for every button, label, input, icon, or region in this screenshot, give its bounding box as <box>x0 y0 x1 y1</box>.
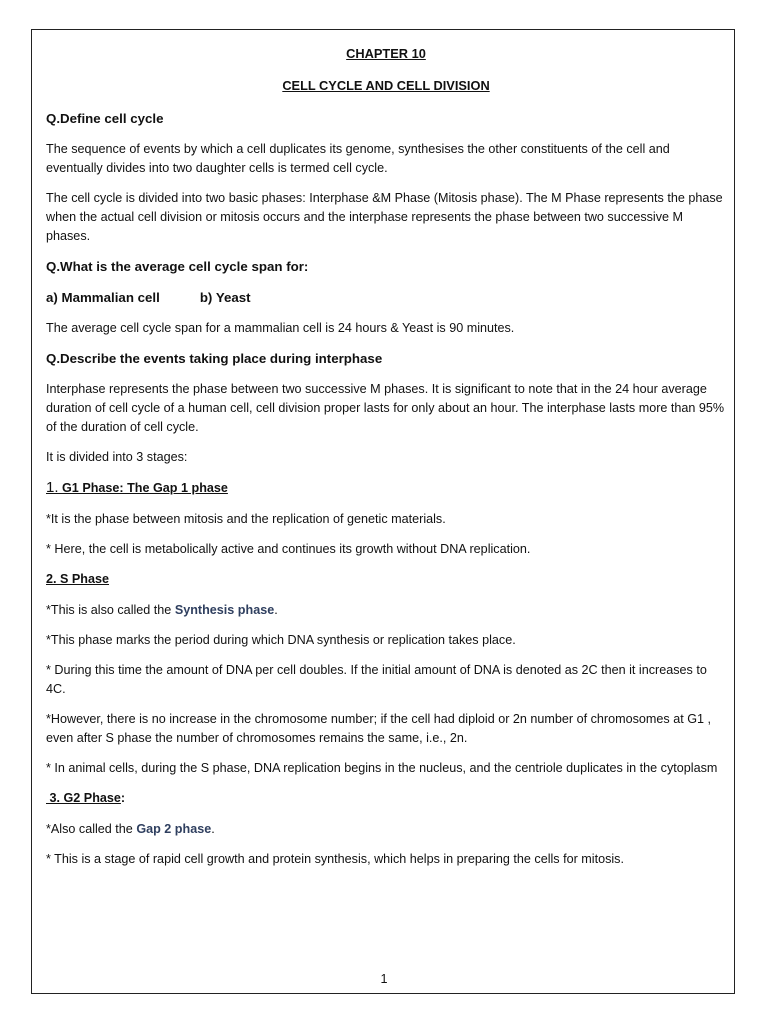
s-point: *This phase marks the period during which DNA synthesis or replication takes place. <box>46 633 516 647</box>
chapter-number: CHAPTER 10 <box>346 46 426 61</box>
g2-point: * This is a stage of rapid cell growth and protein synthesis, which helps in preparing the cells for mitosis. <box>46 852 624 866</box>
g2-point <box>46 820 726 839</box>
option-b: b) Yeast <box>199 290 251 305</box>
option-a: a) Mammalian cell <box>46 290 160 305</box>
gap-2-phase-term: Gap 2 phase <box>136 822 212 836</box>
stages-intro: It is divided into 3 stages: <box>46 450 188 464</box>
question-define-cell-cycle: Q.Define cell cycle <box>46 111 164 126</box>
s-point-prefix: *This is also called the <box>46 603 175 617</box>
answer-paragraph: The cell cycle is divided into two basic phases: Interphase &M Phase (Mitosis phase). The M Phase represents the phase when the actual cell division or mitosis occurs and the interphase represents the phase between two successive M phases. <box>46 191 723 243</box>
g1-phase-heading <box>46 478 726 498</box>
g2-point-prefix: *Also called the <box>46 822 137 836</box>
page-number: 1 <box>380 972 388 986</box>
g2-phase-heading <box>46 789 726 808</box>
s-point: * In animal cells, during the S phase, DNA replication begins in the nucleus, and the centriole duplicates in the cytoplasm <box>46 761 718 775</box>
question-options <box>46 288 726 307</box>
s-phase-heading: 2. S Phase <box>46 572 110 586</box>
g2-heading-colon: : <box>120 791 126 805</box>
question-interphase: Q.Describe the events taking place during interphase <box>46 351 383 366</box>
answer-paragraph: The sequence of events by which a cell duplicates its genome, synthesises the other constituents of the cell and eventually divides into two daughter cells is termed cell cycle. <box>46 142 670 175</box>
chapter-title: CELL CYCLE AND CELL DIVISION <box>282 78 490 93</box>
s-point: *However, there is no increase in the chromosome number; if the cell had diploid or 2n number of chromosomes at G1 , even after S phase the number of chromosomes remains the same, i.e., 2n. <box>46 712 712 745</box>
g1-number: 1. <box>46 479 59 496</box>
answer-paragraph: The average cell cycle span for a mammalian cell is 24 hours & Yeast is 90 minutes. <box>46 321 515 335</box>
document-body <box>46 44 726 880</box>
g1-point: *It is the phase between mitosis and the replication of genetic materials. <box>46 512 446 526</box>
answer-paragraph: Interphase represents the phase between two successive M phases. It is significant to note that in the 24 hour average duration of cell cycle of a human cell, cell division proper lasts for only about an hour. The interphase lasts more than 95% of the duration of cell cycle. <box>46 382 725 434</box>
g2-point-suffix: . <box>211 822 215 836</box>
s-point <box>46 601 726 620</box>
g1-heading-text: G1 Phase: The Gap 1 phase <box>62 481 228 495</box>
question-cell-cycle-span: Q.What is the average cell cycle span for: <box>46 259 309 274</box>
s-point: * During this time the amount of DNA per cell doubles. If the initial amount of DNA is denoted as 2C then it increases to 4C. <box>46 663 707 696</box>
g1-point: * Here, the cell is metabolically active and continues its growth without DNA replication. <box>46 542 531 556</box>
s-point-suffix: . <box>274 603 278 617</box>
g2-heading-text: 3. G2 Phase <box>46 791 121 805</box>
synthesis-phase-term: Synthesis phase <box>174 603 275 617</box>
